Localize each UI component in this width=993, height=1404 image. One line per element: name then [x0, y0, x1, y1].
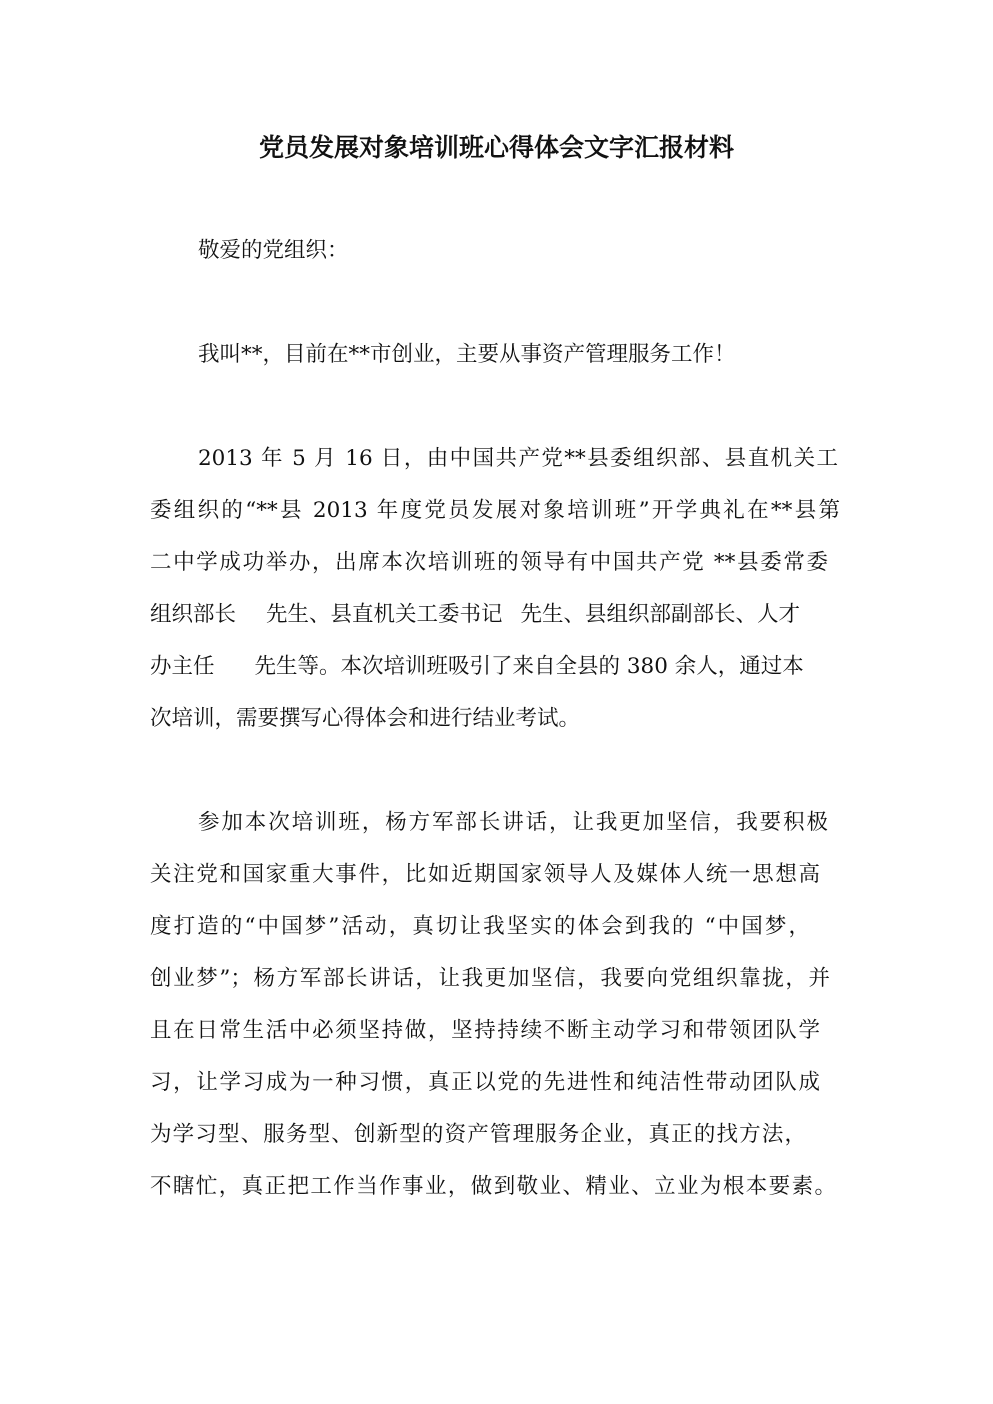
paragraph-2-line: 关注党和国家重大事件，比如近期国家领导人及媒体人统一思想高 [150, 862, 820, 887]
paragraph-1-line: 次培训，需要撰写心得体会和进行结业考试。 [150, 706, 581, 731]
salutation: 敬爱的党组织： [198, 238, 349, 263]
paragraph-1-line: 二中学成功举办，出席本次培训班的领导有中国共产党 **县委常委 [150, 550, 828, 575]
paragraph-2-line: 创业梦”；杨方军部长讲话，让我更加坚信，我要向党组织靠拢，并 [150, 966, 830, 991]
text-segment: 先生、县组织部副部长、人才 [520, 602, 801, 627]
text-segment: 先生等。本次培训班吸引了来自全县的 380 余人，通过本 [254, 654, 804, 679]
document-title: 党员发展对象培训班心得体会文字汇报材料 [258, 133, 734, 162]
paragraph-1-line: 2013 年 5 月 16 日，由中国共产党**县委组织部、县直机关工 [198, 446, 838, 471]
paragraph-2-line: 度打造的“中国梦”活动，真切让我坚实的体会到我的 “中国梦， [150, 914, 810, 939]
paragraph-2-line: 且在日常生活中必须坚持做，坚持持续不断主动学习和带领团队学 [150, 1018, 820, 1043]
text-segment: 组织部长 [150, 602, 237, 627]
paragraph-1-line: 委组织的“**县 2013 年度党员发展对象培训班”开学典礼在**县第 [150, 498, 840, 523]
intro-paragraph: 我叫**，目前在**市创业，主要从事资产管理服务工作！ [198, 342, 736, 367]
paragraph-2-line: 习，让学习成为一种习惯，真正以党的先进性和纯洁性带动团队成 [150, 1070, 820, 1095]
paragraph-2-line: 为学习型、服务型、创新型的资产管理服务企业，真正的找方法， [150, 1122, 806, 1147]
text-segment: 先生、县直机关工委书记 [266, 602, 503, 627]
paragraph-2-line: 不瞎忙，真正把工作当作事业，做到敬业、精业、立业为根本要素。 [150, 1174, 836, 1199]
paragraph-1-line [150, 652, 850, 682]
text-segment: 办主任 [150, 654, 215, 679]
paragraph-2-line: 参加本次培训班，杨方军部长讲话，让我更加坚信，我要积极 [198, 810, 828, 835]
paragraph-1-line [150, 600, 850, 630]
